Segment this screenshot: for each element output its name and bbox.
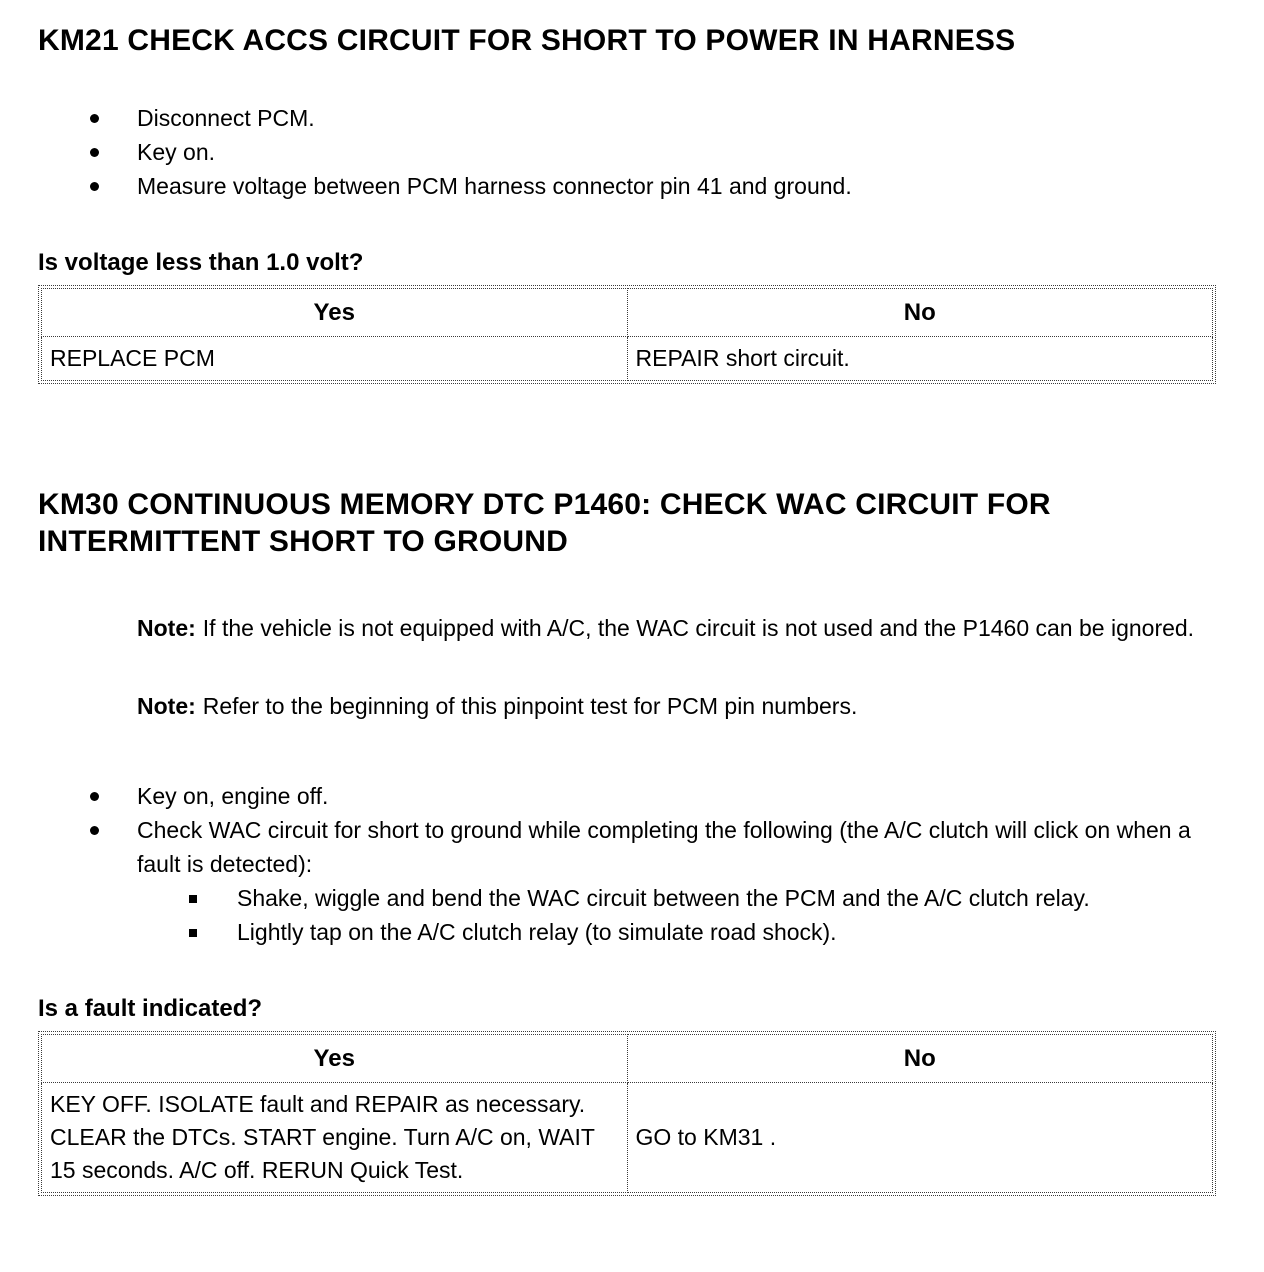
km30-bullet-list — [38, 779, 1216, 949]
bullet-text: Key on. — [137, 139, 215, 165]
table-row — [42, 1083, 1213, 1193]
sub-bullet-text: Shake, wiggle and bend the WAC circuit between the PCM and the A/C clutch relay. — [237, 885, 1090, 911]
km21-question: Is voltage less than 1.0 volt? — [38, 249, 364, 276]
bullet-item — [137, 135, 1216, 169]
note-label: Note: — [137, 693, 196, 719]
table-cell-yes: REPLACE PCM — [42, 337, 628, 381]
section-km21 — [38, 22, 1216, 384]
table-header-yes: Yes — [42, 289, 628, 337]
sub-bullet-text: Lightly tap on the A/C clutch relay (to simulate road shock). — [237, 919, 837, 945]
table-cell-no: GO to KM31 . — [627, 1083, 1213, 1193]
note-text: If the vehicle is not equipped with A/C, the WAC circuit is not used and the P1460 can be ignored. — [202, 615, 1195, 641]
table-header-no: No — [627, 289, 1213, 337]
note — [137, 690, 1216, 723]
section-km30 — [38, 486, 1216, 1196]
table-header-row — [42, 289, 1213, 337]
bullet-text: Check WAC circuit for short to ground while completing the following (the A/C clutch will click on when a fault is detected): — [137, 817, 1191, 877]
bullet-item — [137, 779, 1216, 813]
table-cell-yes: KEY OFF. ISOLATE fault and REPAIR as necessary. CLEAR the DTCs. START engine. Turn A/C on, WAIT 15 seconds. A/C off. RERUN Quick Test. — [42, 1083, 628, 1193]
km21-bullet-list — [38, 101, 1216, 203]
bullet-text: Key on, engine off. — [137, 783, 329, 809]
bullet-item — [137, 813, 1216, 949]
km30-decision-table — [38, 1031, 1216, 1196]
note — [137, 612, 1216, 645]
bullet-text: Measure voltage between PCM harness connector pin 41 and ground. — [137, 173, 852, 199]
sub-bullet-list — [137, 881, 1216, 949]
bullet-item — [137, 169, 1216, 203]
notes-block — [38, 612, 1216, 723]
km30-question: Is a fault indicated? — [38, 995, 263, 1022]
note-label: Note: — [137, 615, 196, 641]
table-row — [42, 337, 1213, 381]
table-cell-no: REPAIR short circuit. — [627, 337, 1213, 381]
bullet-text: Disconnect PCM. — [137, 105, 315, 131]
note-text: Refer to the beginning of this pinpoint test for PCM pin numbers. — [202, 693, 858, 719]
section-km21-title: KM21 CHECK ACCS CIRCUIT FOR SHORT TO POWER IN HARNESS — [38, 24, 1016, 57]
sub-bullet-item — [237, 915, 1216, 949]
table-header-yes: Yes — [42, 1035, 628, 1083]
section-km30-title: KM30 CONTINUOUS MEMORY DTC P1460: CHECK WAC CIRCUIT FOR INTERMITTENT SHORT TO GROUND — [38, 488, 1051, 558]
table-header-no: No — [627, 1035, 1213, 1083]
sub-bullet-item — [237, 881, 1216, 915]
table-header-row — [42, 1035, 1213, 1083]
bullet-item — [137, 101, 1216, 135]
km21-decision-table — [38, 285, 1216, 384]
